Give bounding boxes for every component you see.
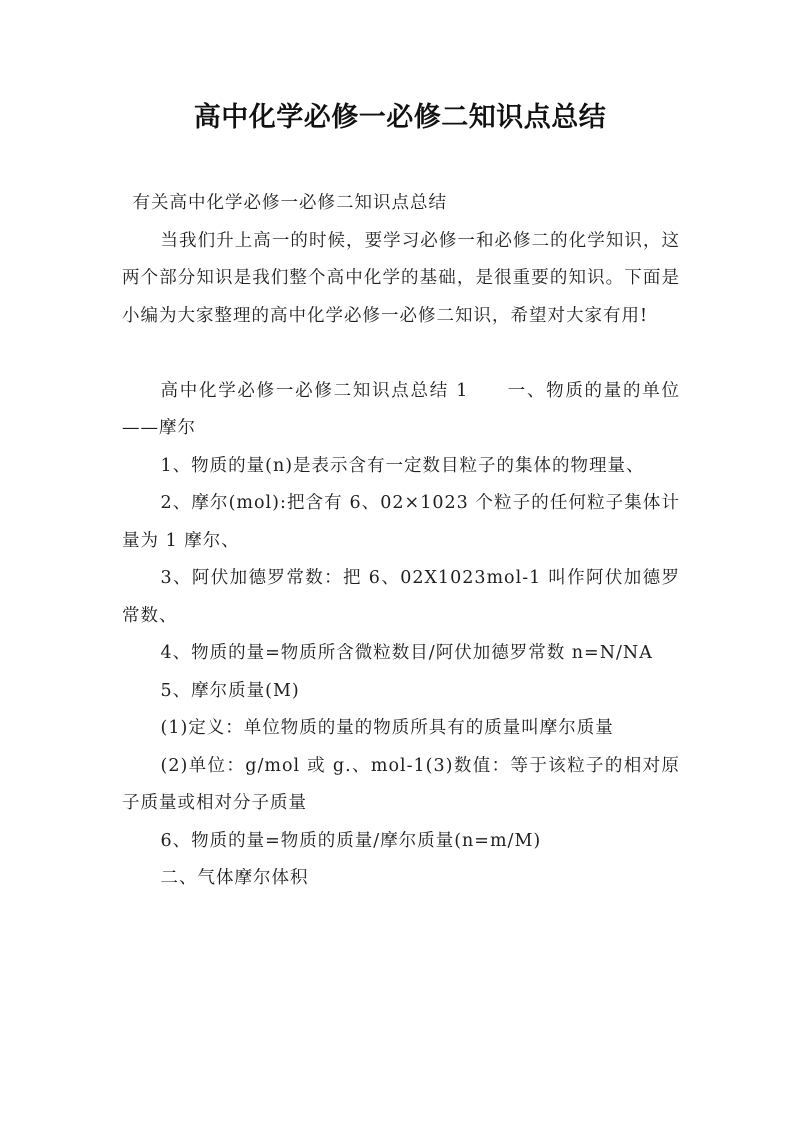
paragraph-item-4: 4、物质的量=物质所含微粒数目/阿伏加德罗常数 n=N/NA (160, 643, 653, 663)
paragraph-item-3: 3、阿伏加德罗常数：把 6、02X1023mol-1 叫作阿伏加德罗常数、 (122, 568, 680, 626)
paragraph-item-5: 5、摩尔质量(M) (160, 680, 300, 701)
paragraph-unit: (2)单位：g/mol 或 g.、mol-1(3)数值：等于该粒子的相对原子质量或相对分子质量 (122, 755, 680, 813)
document-body (122, 185, 680, 898)
paragraph-definition: (1)定义：单位物质的量的物质所具有的质量叫摩尔质量 (160, 718, 614, 738)
paragraph-item-1: 1、物质的量(n)是表示含有一定数目粒子的集体的物理量、 (160, 455, 645, 476)
section-heading-1: 高中化学必修一必修二知识点总结 1 一、物质的量的单位——摩尔 (122, 380, 680, 438)
document-subtitle: 有关高中化学必修一必修二知识点总结 (132, 193, 447, 213)
document-title: 高中化学必修一必修二知识点总结 (193, 102, 607, 133)
paragraph-item-2: 2、摩尔(mol):把含有 6、02×1023 个粒子的任何粒子集体计量为 1 摩尔、 (122, 493, 680, 551)
section-heading-2: 二、气体摩尔体积 (160, 868, 309, 888)
paragraph-item-6: 6、物质的量=物质的质量/摩尔质量(n=m/M) (160, 830, 542, 851)
intro-paragraph: 当我们升上高一的时候，要学习必修一和必修二的化学知识，这两个部分知识是我们整个高中化学的基础，是很重要的知识。下面是小编为大家整理的高中化学必修一必修二知识，希望对大家有用! (122, 230, 680, 326)
